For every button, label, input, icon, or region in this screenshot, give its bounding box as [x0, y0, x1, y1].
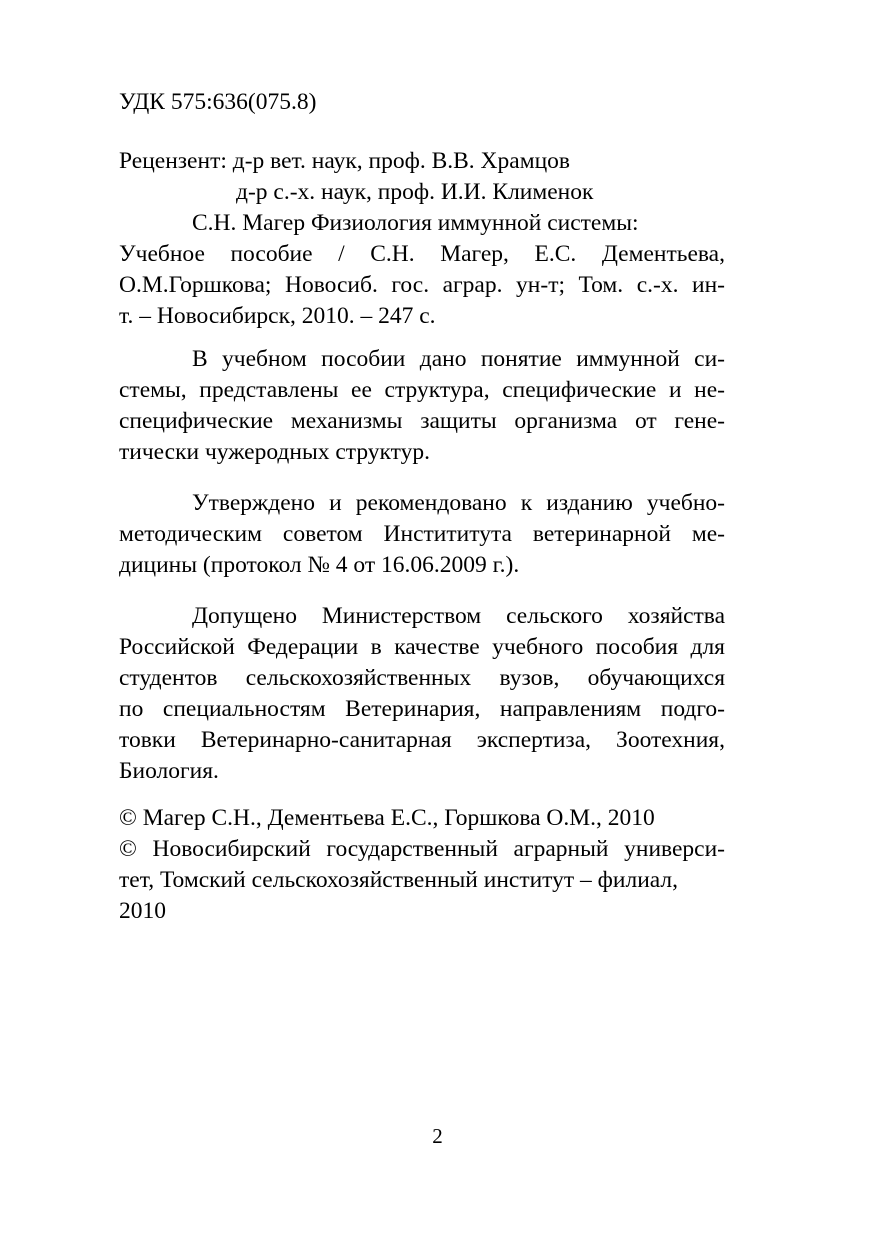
bibliography-line-2: Учебное пособие / С.Н. Магер, Е.С. Дементьева,: [119, 241, 725, 267]
bibliography-line-3: О.М.Горшкова; Новосиб. гос. аграр. ун-т; Том. с.-х. ин-: [119, 272, 725, 298]
approval-paragraph: [119, 488, 725, 581]
permission-line-5: товки Ветеринарно-санитарная экспертиза, Зоотехния,: [119, 727, 725, 753]
approval-line-3: дицины (протокол № 4 от 16.06.2009 г.).: [119, 552, 520, 578]
permission-line-1: Допущено Министерством сельского хозяйства: [192, 603, 725, 629]
reviewer-line-1: Рецензент: д-р вет. наук, проф. В.В. Храмцов: [119, 148, 570, 174]
udk-code: УДК 575:636(075.8): [119, 89, 317, 115]
ministry-permission-paragraph: [119, 601, 725, 787]
permission-line-4: по специальностям Ветеринария, направлениям подго-: [119, 696, 725, 722]
abstract-line-3: специфические механизмы защиты организма от гене-: [119, 408, 725, 434]
permission-line-6: Биология.: [119, 758, 219, 784]
approval-line-1: Утверждено и рекомендовано к изданию учебно-: [192, 490, 725, 516]
abstract-line-2: стемы, представлены ее структура, специфические и не-: [119, 377, 725, 403]
abstract-line-1: В учебном пособии дано понятие иммунной си-: [192, 346, 725, 372]
copyright-line-4: 2010: [119, 898, 166, 924]
udk-section: [119, 87, 725, 118]
reviewers-and-bibliography: [119, 146, 725, 332]
copyright-line-2: © Новосибирский государственный аграрный универси-: [119, 836, 725, 862]
page-number: 2: [432, 1124, 443, 1148]
abstract-paragraph: [119, 344, 725, 468]
reviewer-line-2: д-р с.-х. наук, проф. И.И. Клименок: [236, 179, 594, 205]
bibliography-line-1: С.Н. Магер Физиология иммунной системы:: [192, 210, 639, 236]
copyright-section: [119, 803, 725, 927]
copyright-line-3: тет, Томский сельскохозяйственный институт – филиал,: [119, 867, 679, 893]
permission-line-3: студентов сельскохозяйственных вузов, обучающихся: [119, 665, 725, 691]
copyright-line-1: © Магер С.Н., Дементьева Е.С., Горшкова О.М., 2010: [119, 805, 655, 831]
abstract-line-4: тически чужеродных структур.: [119, 439, 430, 465]
bibliography-line-4: т. – Новосибирск, 2010. – 247 с.: [119, 303, 436, 329]
approval-line-2: методическим советом Инстититута ветеринарной ме-: [119, 521, 725, 547]
permission-line-2: Российской Федерации в качестве учебного пособия для: [119, 634, 725, 660]
